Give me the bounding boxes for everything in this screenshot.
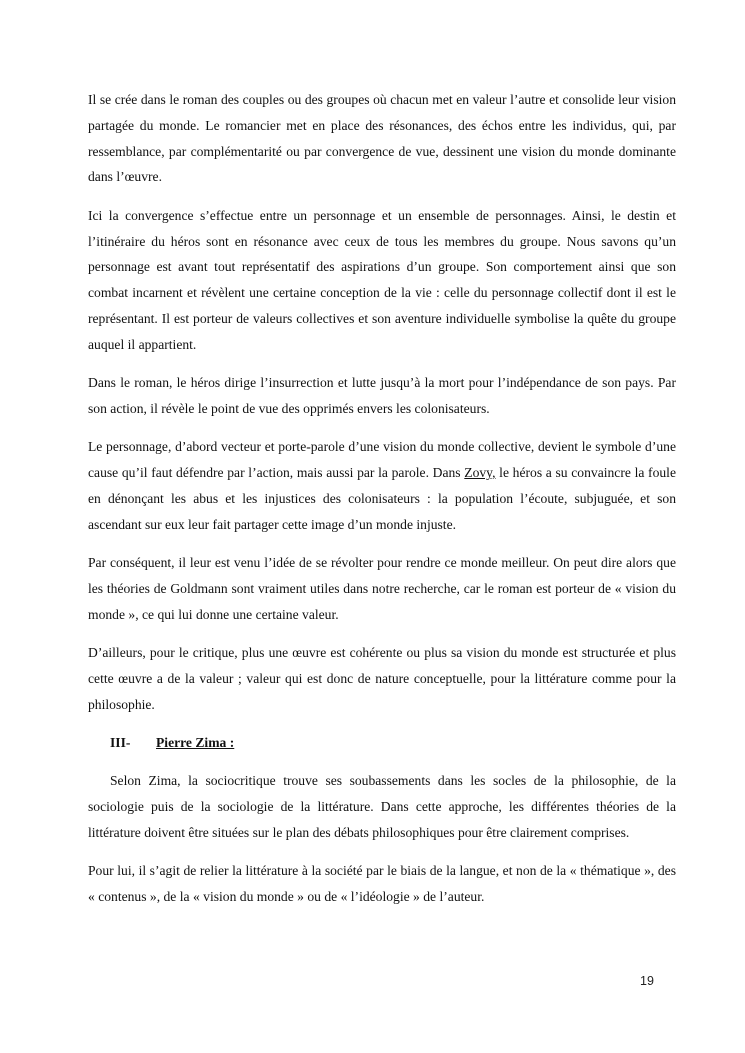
section-title: Pierre Zima : xyxy=(156,735,235,751)
paragraph: Pour lui, il s’agit de relier la littérature à la société par le biais de la langue, et non de la « thématique », des « contenus », de la « vision du monde » ou de « l’idéologie » de l’auteur. xyxy=(88,863,676,905)
body-text xyxy=(88,87,676,923)
page-number: 19 xyxy=(640,974,654,988)
paragraph: Selon Zima, la sociocritique trouve ses soubassements dans les socles de la philosophie, de la sociologie puis de la sociologie de la littérature. Dans cette approche, les différentes théories de la littérature doivent être situées sur le plan des débats philosophiques pour être clairement comprises. xyxy=(88,773,676,841)
paragraph: Ici la convergence s’effectue entre un personnage et un ensemble de personnages. Ainsi, le destin et l’itinéraire du héros sont en résonance avec ceux de tous les membres du groupe. Nous savons qu’un personnage est avant tout représentatif des aspirations d’un groupe. Son comportement ainsi que son combat incarnent et révèlent une certaine conception de la vie : celle du personnage collectif dont il est le représentant. Il est porteur de valeurs collectives et son aventure individuelle symbolise la quête du groupe auquel il appartient. xyxy=(88,207,676,352)
paragraph-text: le héros a su convaincre la foule en dénonçant les abus et les injustices des colonisateurs : la population l’écoute, subjuguée, et son ascendant sur eux leur fait partager cette image d’un monde injuste. xyxy=(88,465,676,532)
paragraph-text: Le personnage, d’abord vecteur et porte-parole d’une vision du monde collective, devient le symbole d’une cause qu’il faut défendre par l’action, mais aussi par la parole. Dans xyxy=(88,439,676,481)
novel-title-zovy: Zovy, xyxy=(464,465,496,481)
paragraph: D’ailleurs, pour le critique, plus une œuvre est cohérente ou plus sa vision du monde est structurée et plus cette œuvre a de la valeur ; valeur qui est donc de nature conceptuelle, pour la littérature comme pour la philosophie. xyxy=(88,645,676,712)
paragraph-zovy xyxy=(88,434,676,537)
paragraph: Il se crée dans le roman des couples ou des groupes où chacun met en valeur l’autre et consolide leur vision partagée du monde. Le romancier met en place des résonances, des échos entre les individus, qui, par ressemblance, par complémentarité ou par convergence de vue, dessinent une vision du monde dominante dans l’œuvre. xyxy=(88,92,676,185)
section-heading xyxy=(88,730,676,756)
paragraph: Par conséquent, il leur est venu l’idée de se révolter pour rendre ce monde meilleur. On peut dire alors que les théories de Goldmann sont vraiment utiles dans notre recherche, car le roman est porteur de « vision du monde », ce qui lui donne une certaine valeur. xyxy=(88,555,676,622)
section-number: III- xyxy=(110,735,131,751)
paragraph: Dans le roman, le héros dirige l’insurrection et lutte jusqu’à la mort pour l’indépendance de son pays. Par son action, il révèle le point de vue des opprimés envers les colonisateurs. xyxy=(88,375,676,416)
